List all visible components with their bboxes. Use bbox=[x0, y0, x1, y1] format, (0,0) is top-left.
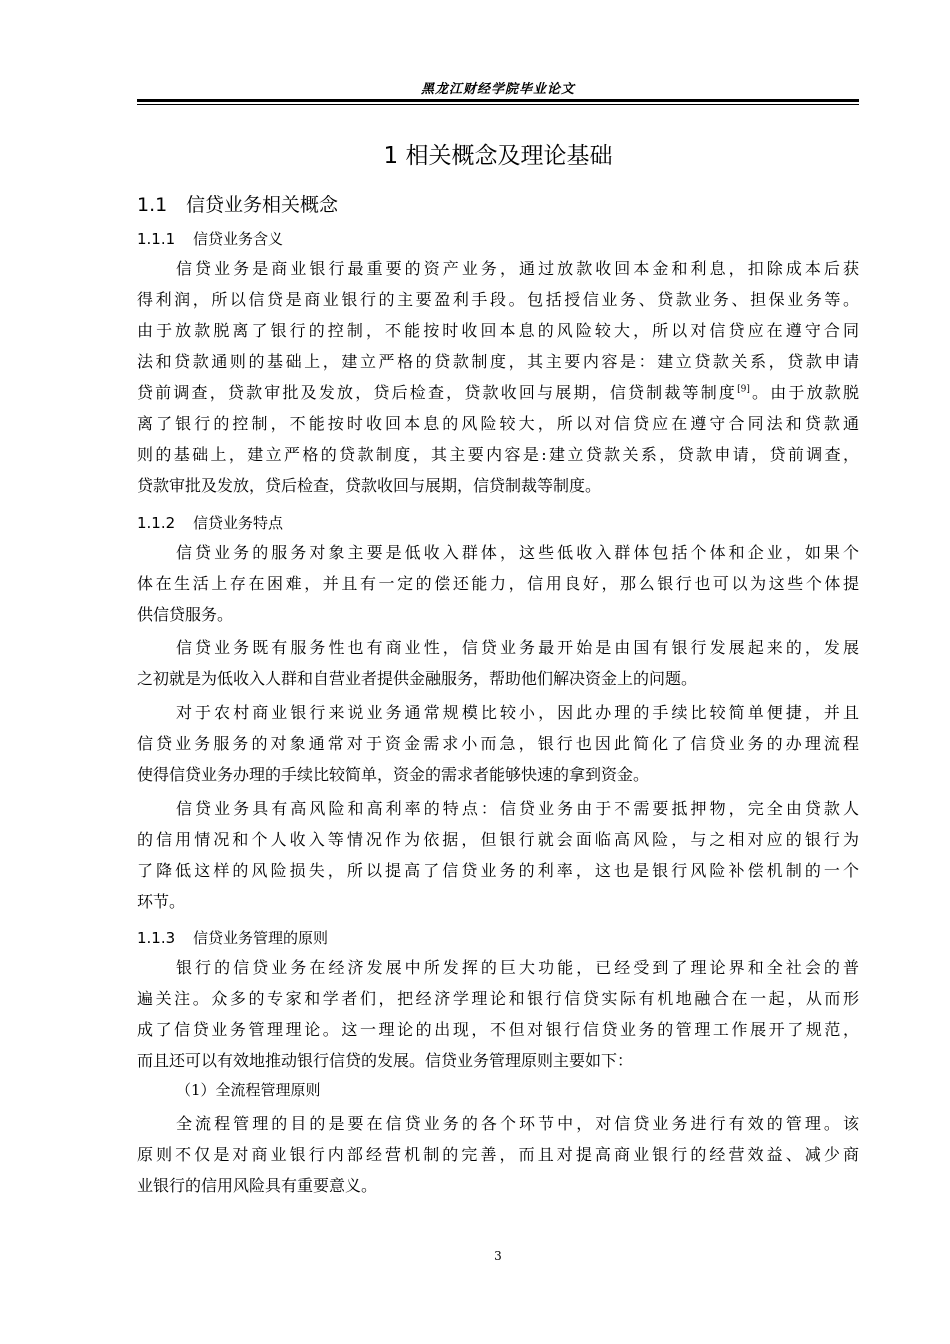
paragraph-line bbox=[137, 380, 859, 410]
paragraph-line: 法和贷款通则的基础上，建立严格的贷款制度，其主要内容是：建立贷款关系，贷款申请 bbox=[137, 352, 859, 371]
paragraph-line: 则的基础上，建立严格的贷款制度，其主要内容是:建立贷款关系，贷款申请，贷前调查， bbox=[137, 445, 859, 464]
subsection-heading-2 bbox=[137, 512, 283, 533]
paragraph-line: 使得信贷业务办理的手续比较简单，资金的需求者能够快速的拿到资金。 bbox=[137, 765, 650, 784]
paragraph-line: 由于放款脱离了银行的控制，不能按时收回本息的风险较大，所以对信贷应在遵守合同 bbox=[137, 321, 859, 340]
paragraph-line: 供信贷服务。 bbox=[137, 605, 234, 624]
subsection-title: 信贷业务管理的原则 bbox=[193, 929, 329, 947]
text-run: 。由于放款脱 bbox=[749, 383, 859, 402]
subsection-heading-3 bbox=[137, 927, 328, 948]
paragraph-line: 遍关注。众多的专家和学者们，把经济学理论和银行信贷实际有机地融合在一起，从而形 bbox=[137, 989, 859, 1008]
paragraph-line: 之初就是为低收入人群和自营业者提供金融服务，帮助他们解决资金上的问题。 bbox=[137, 669, 698, 688]
paragraph-line: 成了信贷业务管理理论。这一理论的出现，不但对银行信贷业务的管理工作展开了规范， bbox=[137, 1020, 859, 1039]
paragraph-line: 了降低这样的风险损失，所以提高了信贷业务的利率，这也是银行风险补偿机制的一个 bbox=[137, 861, 859, 880]
running-header: 黑龙江财经学院毕业论文 bbox=[420, 82, 575, 97]
section-title: 信贷业务相关概念 bbox=[186, 194, 339, 216]
subsection-number: 1.1.1 bbox=[137, 230, 176, 248]
paragraph-line: 全流程管理的目的是要在信贷业务的各个环节中，对信贷业务进行有效的管理。该 bbox=[176, 1114, 859, 1133]
subsection-heading-1 bbox=[137, 228, 283, 249]
paragraph-line: 信贷业务服务的对象通常对于资金需求小而急，银行也因此简化了信贷业务的办理流程 bbox=[137, 734, 859, 753]
subsection-number: 1.1.3 bbox=[137, 929, 176, 947]
text-run: 贷前调查，贷款审批及发放，贷后检查，贷款收回与展期，信贷制裁等制度 bbox=[137, 383, 738, 402]
paragraph-line: 得利润，所以信贷是商业银行的主要盈利手段。包括授信业务、贷款业务、担保业务等。 bbox=[137, 290, 859, 309]
paragraph-line: 的信用情况和个人收入等情况作为依据，但银行就会面临高风险，与之相对应的银行为 bbox=[137, 830, 859, 849]
paragraph-line: 业银行的信用风险具有重要意义。 bbox=[137, 1176, 378, 1195]
paragraph-line: 离了银行的控制，不能按时收回本息的风险较大，所以对信贷应在遵守合同法和贷款通 bbox=[137, 414, 859, 433]
paragraph-line: 体在生活上存在困难，并且有一定的偿还能力，信用良好，那么银行也可以为这些个体提 bbox=[137, 574, 859, 593]
paragraph-line: 信贷业务是商业银行最重要的资产业务，通过放款收回本金和利息，扣除成本后获 bbox=[176, 259, 859, 278]
paragraph-line: 原则不仅是对商业银行内部经营机制的完善，而且对提高商业银行的经营效益、减少商 bbox=[137, 1145, 859, 1164]
paragraph-line: 对于农村商业银行来说业务通常规模比较小，因此办理的手续比较简单便捷，并且 bbox=[176, 703, 859, 722]
paragraph-line: 贷款审批及发放，贷后检查，贷款收回与展期，信贷制裁等制度。 bbox=[137, 476, 602, 495]
section-heading bbox=[137, 190, 338, 217]
paragraph-line: 信贷业务的服务对象主要是低收入群体，这些低收入群体包括个体和企业，如果个 bbox=[176, 543, 859, 562]
paragraph-line: 信贷业务具有高风险和高利率的特点：信贷业务由于不需要抵押物，完全由贷款人 bbox=[176, 799, 859, 818]
header-rule-thin bbox=[137, 104, 859, 105]
citation-superscript: [9] bbox=[737, 384, 750, 395]
subsection-number: 1.1.2 bbox=[137, 514, 176, 532]
paragraph-line: 而且还可以有效地推动银行信贷的发展。信贷业务管理原则主要如下： bbox=[137, 1051, 634, 1070]
subsection-title: 信贷业务含义 bbox=[193, 230, 284, 248]
subsection-title: 信贷业务特点 bbox=[193, 514, 284, 532]
header-rule-thick bbox=[137, 99, 859, 102]
list-item-heading: （1）全流程管理原则 bbox=[176, 1081, 321, 1099]
paragraph-line: 银行的信贷业务在经济发展中所发挥的巨大功能，已经受到了理论界和全社会的普 bbox=[176, 958, 859, 977]
chapter-title: 1 相关概念及理论基础 bbox=[383, 143, 613, 169]
section-number: 1.1 bbox=[137, 194, 168, 216]
page-number: 3 bbox=[494, 1249, 502, 1263]
paragraph-line: 信贷业务既有服务性也有商业性，信贷业务最开始是由国有银行发展起来的，发展 bbox=[176, 638, 859, 657]
paragraph-line: 环节。 bbox=[137, 892, 186, 911]
